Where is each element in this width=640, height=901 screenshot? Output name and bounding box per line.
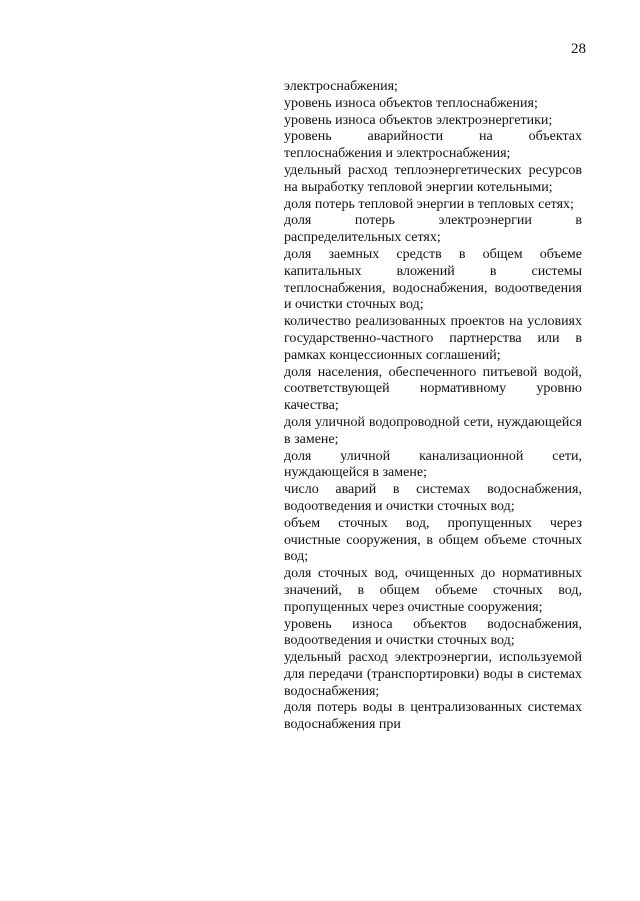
list-item: доля уличной канализационной сети, нуждающейся в замене; bbox=[284, 448, 582, 481]
list-item: электроснабжения; bbox=[284, 79, 398, 94]
list-item: уровень износа объектов водоснабжения, водоотведения и очистки сточных вод; bbox=[284, 616, 582, 649]
list-item: уровень износа объектов электроэнергетики; bbox=[284, 112, 553, 128]
page-number: 28 bbox=[571, 41, 586, 57]
list-item: число аварий в системах водоснабжения, водоотведения и очистки сточных вод; bbox=[284, 482, 582, 514]
list-item: удельный расход электроэнергии, используемой для передачи (транспортировки) воды в системах водоснабжения; bbox=[284, 650, 582, 699]
list-item: доля потерь электроэнергии в распределительных сетях; bbox=[284, 213, 582, 246]
list-item: объем сточных вод, пропущенных через очистные сооружения, в общем объеме сточных вод; bbox=[284, 515, 582, 565]
list-item: удельный расход теплоэнергетических ресурсов на выработку тепловой энергии котельными; bbox=[284, 162, 582, 195]
list-item: количество реализованных проектов на условиях государственно-частного партнерства или в рамках концессионных соглашений; bbox=[284, 314, 582, 363]
list-item: уровень аварийности на объектах теплоснабжения и электроснабжения; bbox=[284, 129, 582, 162]
list-item: доля потерь воды в централизованных системах водоснабжения при bbox=[284, 700, 582, 733]
list-item: доля населения, обеспеченного питьевой водой, соответствующей нормативному уровню качества; bbox=[284, 364, 582, 414]
indicator-list bbox=[284, 79, 582, 734]
list-item: доля заемных средств в общем объеме капитальных вложений в системы теплоснабжения, водоснабжения, водоотведения и очистки сточных вод; bbox=[284, 246, 582, 313]
list-item: доля потерь тепловой энергии в тепловых сетях; bbox=[284, 196, 574, 212]
list-item: уровень износа объектов теплоснабжения; bbox=[284, 95, 538, 111]
list-item: доля уличной водопроводной сети, нуждающейся в замене; bbox=[284, 414, 582, 447]
list-item: доля сточных вод, очищенных до нормативных значений, в общем объеме сточных вод, пропущенных через очистные сооружения; bbox=[284, 566, 582, 615]
